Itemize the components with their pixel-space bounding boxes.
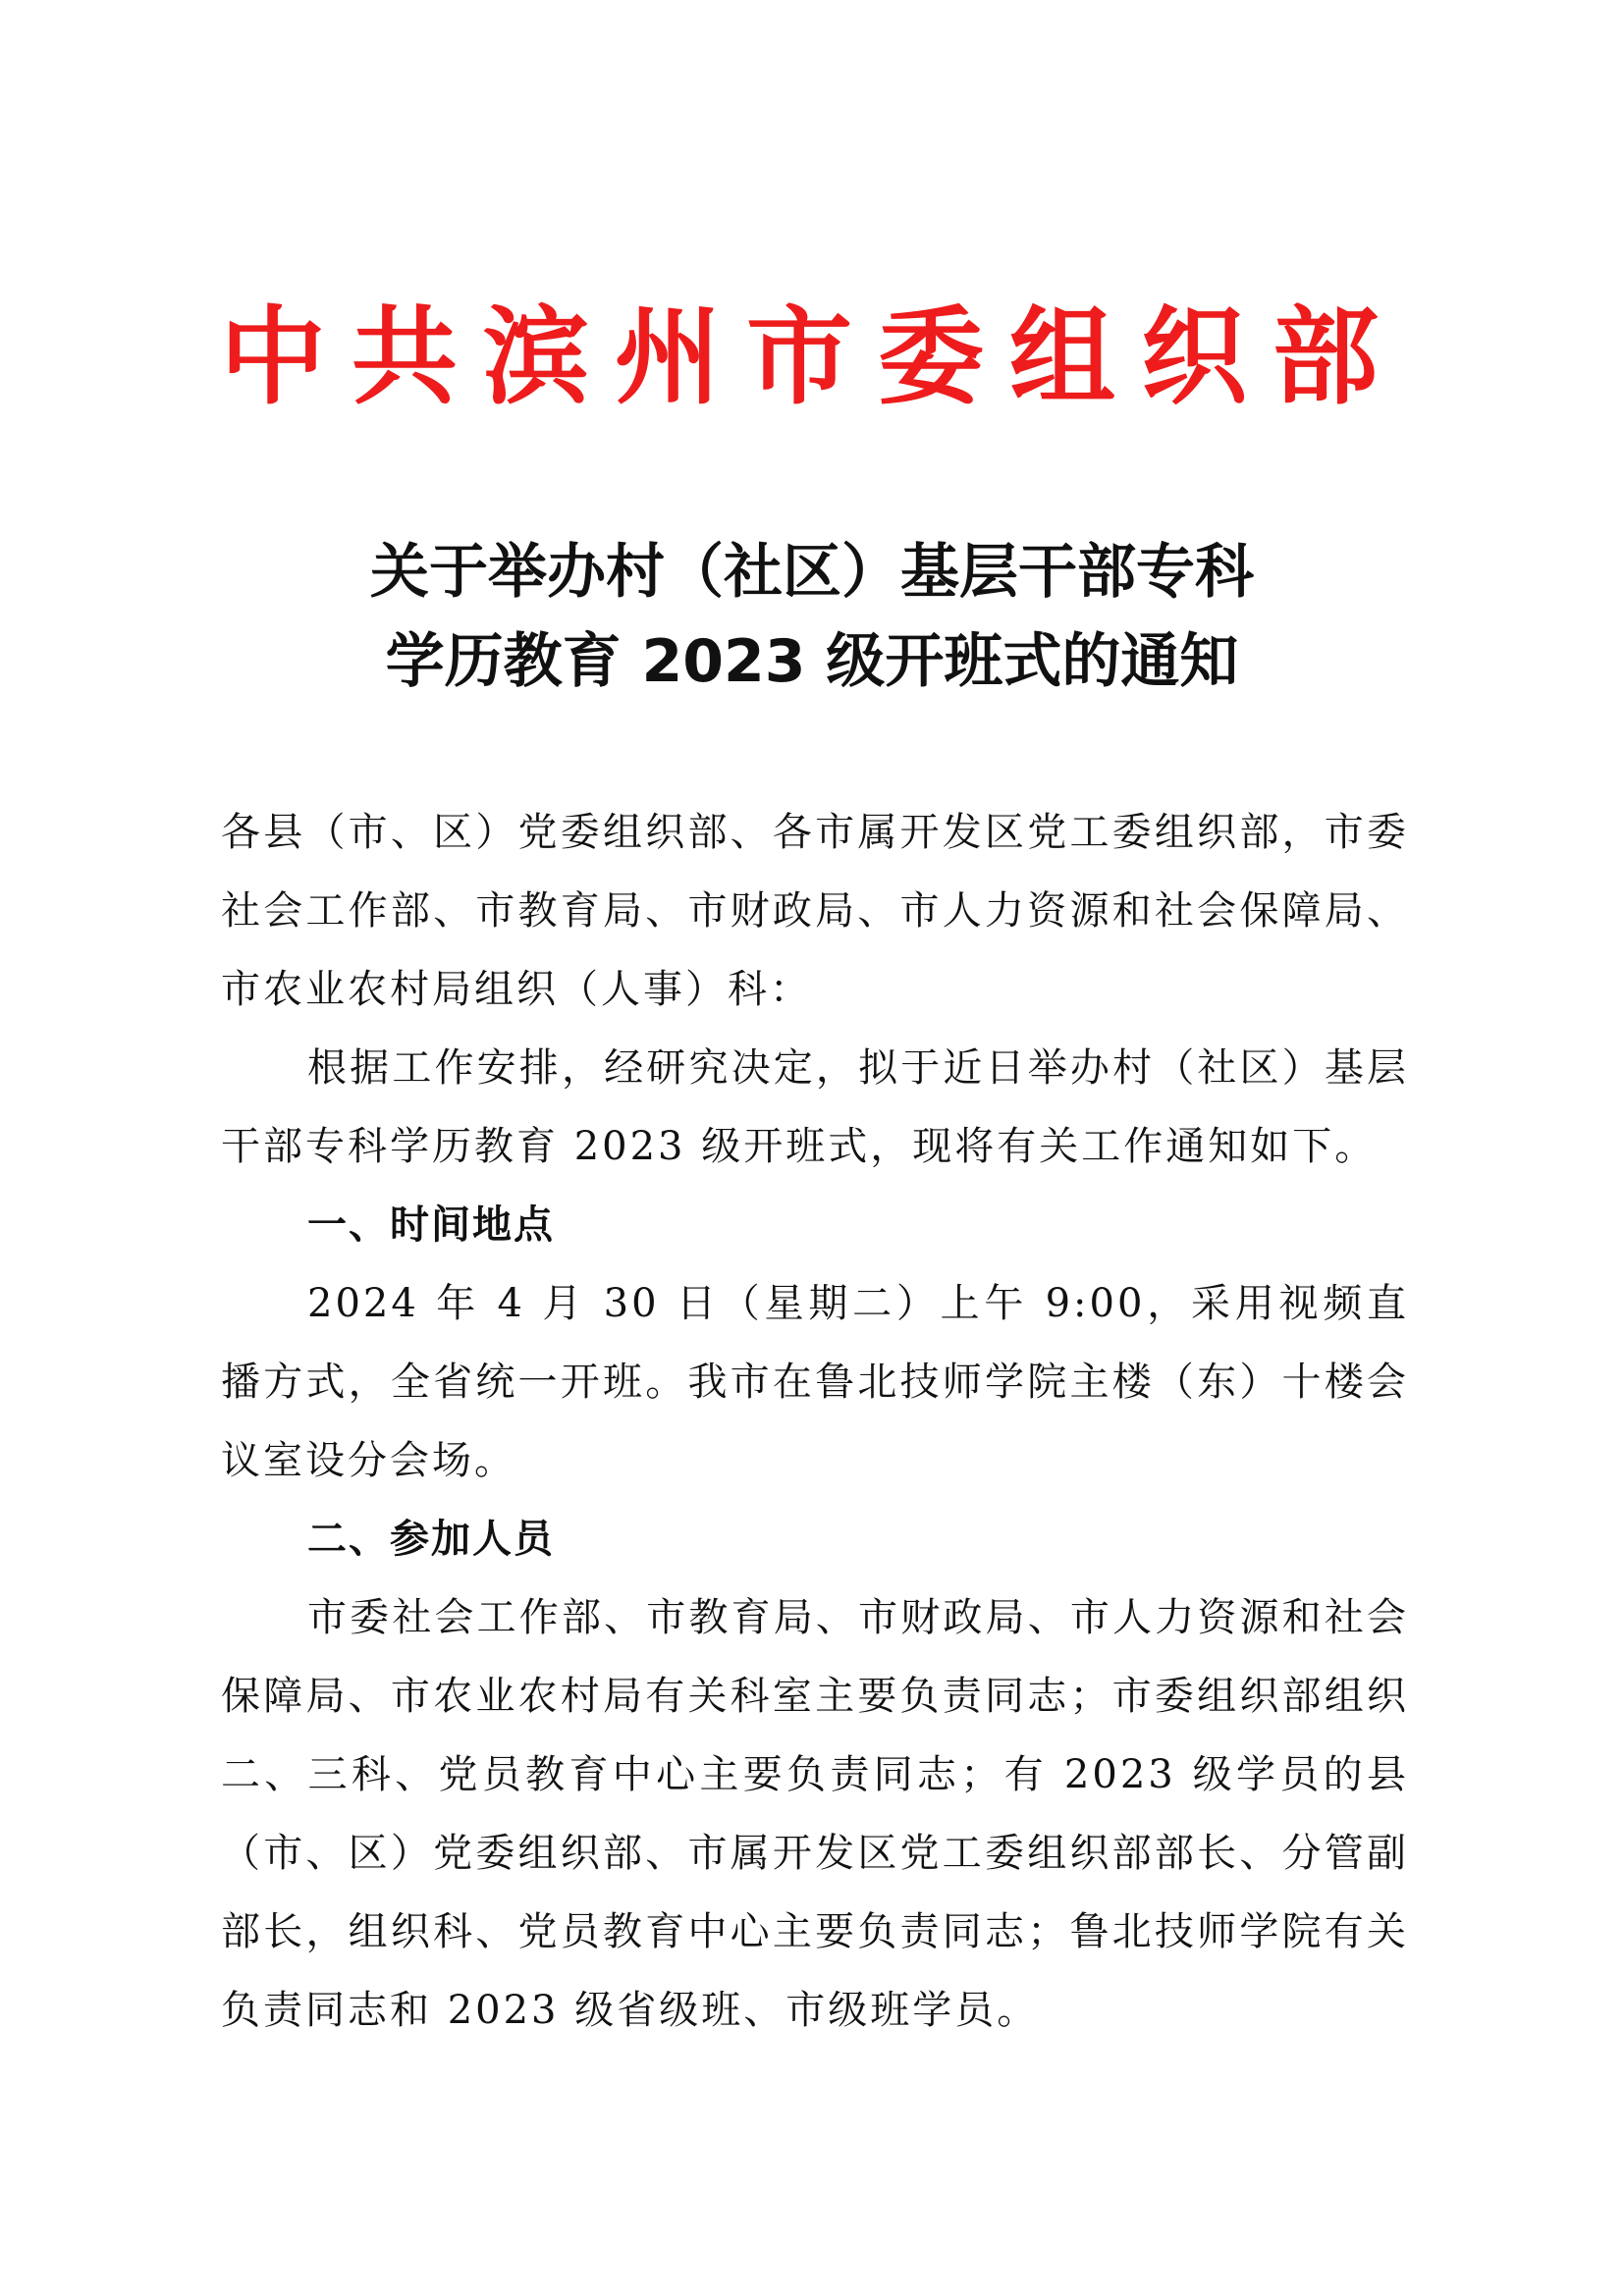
- section-text-participants: 市委社会工作部、市教育局、市财政局、市人力资源和社会保障局、市农业农村局有关科室主要负责同志；市委组织部组织二、三科、党员教育中心主要负责同志；有 2023 级学员的县（市、区）党委组织部、市属开发区党工委组织部部长、分管副部长，组织科、党员教育中心主要负责同志；鲁北技师学院有关负责同志和 2023 级省级班、市级班学员。: [221, 1595, 1409, 2033]
- section-heading-time-place: 一、时间地点: [307, 1202, 555, 1248]
- intro-paragraph: 根据工作安排，经研究决定，拟于近日举办村（社区）基层干部专科学历教育 2023 级开班式，现将有关工作通知如下。: [221, 1045, 1409, 1169]
- addressee: 各县（市、区）党委组织部、各市属开发区党工委组织部，市委社会工作部、市教育局、市财政局、市人力资源和社会保障局、市农业农村局组织（人事）科：: [221, 810, 1409, 1012]
- section-heading-participants: 二、参加人员: [307, 1517, 555, 1562]
- notice-body: [221, 793, 1409, 2050]
- masthead: 中共滨州市委组织部: [219, 296, 1404, 419]
- section-text-time-place: 2024 年 4 月 30 日（星期二）上午 9:00，采用视频直播方式，全省统一开班。我市在鲁北技师学院主楼（东）十楼会议室设分会场。: [221, 1281, 1409, 1483]
- notice-title-line-2: 学历教育 2023 级开班式的通知: [385, 627, 1239, 696]
- notice-title-line-1: 关于举办村（社区）基层干部专科: [370, 538, 1254, 607]
